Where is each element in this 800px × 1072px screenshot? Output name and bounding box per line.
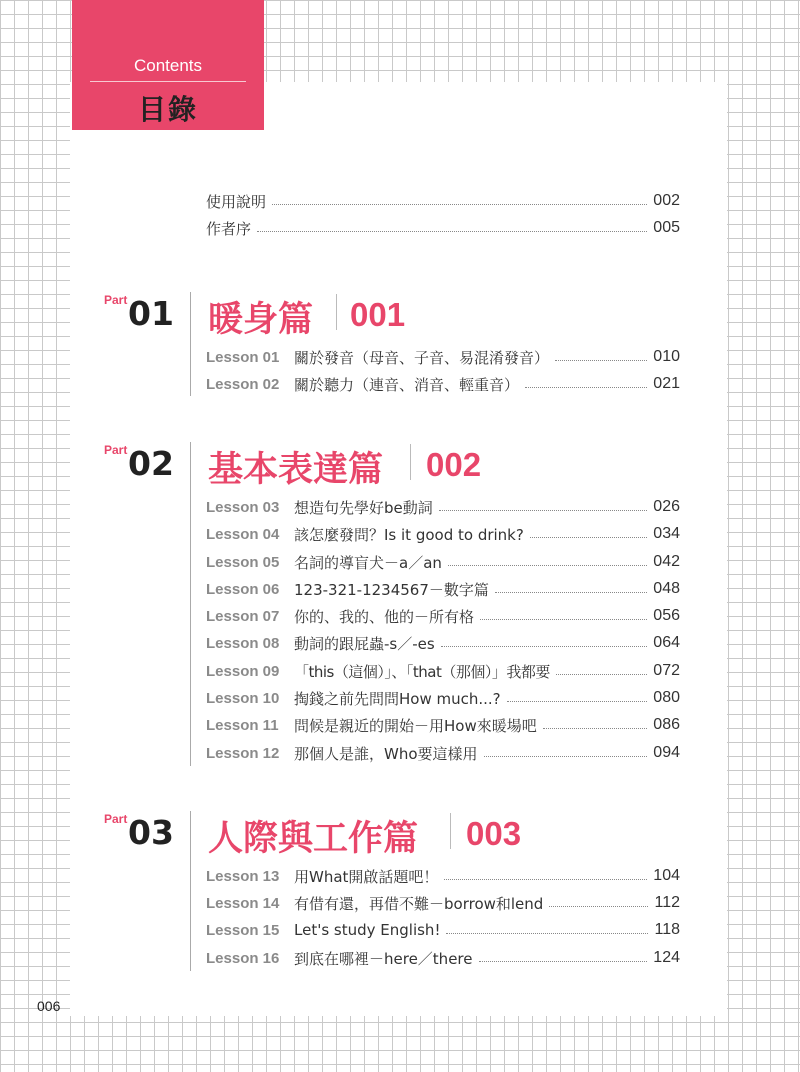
- lesson-title: 動詞的跟屁蟲-s／-es: [294, 634, 435, 653]
- lesson-number: Lesson 11: [206, 716, 279, 734]
- part-code: 003: [466, 815, 522, 852]
- lesson-entry[interactable]: [206, 495, 680, 519]
- lesson-page: 064: [653, 634, 680, 651]
- dot-leader: [556, 674, 647, 675]
- title-separator: [336, 294, 337, 330]
- lesson-title: 關於發音（母音、子音、易混淆發音）: [294, 348, 550, 367]
- toc-entry[interactable]: [206, 189, 680, 213]
- toc-entry-title: 使用說明: [206, 192, 267, 211]
- lesson-page: 026: [653, 498, 680, 515]
- lesson-title: 123-321-1234567－數字篇: [294, 580, 489, 599]
- lesson-page: 072: [653, 662, 680, 679]
- dot-leader: [439, 510, 648, 511]
- lesson-number: Lesson 16: [206, 949, 280, 967]
- lesson-page: 010: [653, 348, 680, 365]
- lesson-page: 080: [653, 689, 680, 706]
- part-label: Part: [104, 293, 128, 307]
- lesson-number: Lesson 01: [206, 348, 280, 366]
- lesson-number: Lesson 13: [206, 867, 280, 885]
- lesson-page: 048: [653, 580, 680, 597]
- part-divider: [190, 442, 191, 766]
- lesson-title: 你的、我的、他的－所有格: [294, 607, 475, 626]
- title-separator: [450, 813, 451, 849]
- title-separator: [410, 444, 411, 480]
- part-label: Part: [104, 812, 128, 826]
- dot-leader: [444, 879, 647, 880]
- lesson-entry[interactable]: [206, 864, 680, 888]
- lesson-page: 021: [653, 375, 680, 392]
- dot-leader: [495, 592, 647, 593]
- lesson-number: Lesson 12: [206, 744, 280, 762]
- lesson-number: Lesson 05: [206, 553, 280, 571]
- lesson-title: 關於聽力（連音、消音、輕重音）: [294, 375, 520, 394]
- lesson-entry[interactable]: [206, 604, 680, 628]
- lesson-entry[interactable]: [206, 713, 680, 737]
- part-title: 暖身篇: [208, 300, 314, 340]
- lesson-entry[interactable]: [206, 946, 680, 970]
- lesson-page: 042: [653, 553, 680, 570]
- lesson-title: 該怎麼發問？Is it good to drink?: [294, 525, 524, 544]
- header-divider: [90, 81, 246, 82]
- lesson-title: 掏錢之前先問問How much...?: [294, 689, 501, 708]
- page-number: 006: [37, 998, 61, 1014]
- part-number: 03: [128, 813, 174, 852]
- lesson-page: 034: [653, 525, 680, 542]
- lesson-page: 086: [653, 716, 680, 733]
- part-title: 基本表達篇: [208, 450, 384, 490]
- lesson-number: Lesson 10: [206, 689, 280, 707]
- lesson-entry[interactable]: [206, 686, 680, 710]
- dot-leader: [525, 387, 647, 388]
- lesson-number: Lesson 15: [206, 921, 280, 939]
- lesson-page: 112: [654, 894, 680, 911]
- dot-leader: [448, 565, 647, 566]
- dot-leader: [549, 906, 648, 907]
- lesson-page: 094: [653, 744, 680, 761]
- lesson-number: Lesson 14: [206, 894, 280, 912]
- lesson-number: Lesson 08: [206, 634, 280, 652]
- header-chinese: 目錄: [137, 93, 198, 126]
- lesson-entry[interactable]: [206, 891, 680, 915]
- lesson-title: 「this（這個）」、「that（那個）」我都要: [294, 662, 550, 681]
- lesson-number: Lesson 03: [206, 498, 280, 516]
- dot-leader: [555, 360, 647, 361]
- lesson-title: 用What開啟話題吧！: [294, 867, 439, 886]
- lesson-number: Lesson 02: [206, 375, 280, 393]
- dot-leader: [272, 204, 647, 205]
- lesson-title: 問候是親近的開始－用How來暖場吧: [294, 716, 537, 735]
- dot-leader: [507, 701, 648, 702]
- lesson-page: 104: [653, 867, 680, 884]
- dot-leader: [257, 231, 647, 232]
- lesson-number: Lesson 06: [206, 580, 280, 598]
- header-english: Contents: [133, 56, 203, 75]
- lesson-page: 124: [653, 949, 680, 966]
- part-number: 01: [128, 294, 174, 333]
- lesson-entry[interactable]: [206, 741, 680, 765]
- contents-header: [72, 0, 264, 130]
- lesson-number: Lesson 04: [206, 525, 280, 543]
- toc-entry-title: 作者序: [206, 219, 252, 238]
- lesson-number: Lesson 07: [206, 607, 280, 625]
- dot-leader: [441, 646, 648, 647]
- lesson-title: 那個人是誰，Who要這樣用: [294, 744, 478, 763]
- lesson-title: 想造句先學好be動詞: [294, 498, 433, 517]
- toc-entry-page: 005: [653, 219, 680, 236]
- dot-leader: [480, 619, 647, 620]
- lesson-title: 名詞的導盲犬－a／an: [294, 553, 442, 572]
- toc-entry-page: 002: [653, 192, 680, 209]
- part-code: 001: [350, 296, 406, 333]
- dot-leader: [543, 728, 648, 729]
- lesson-entry[interactable]: [206, 631, 680, 655]
- lesson-number: Lesson 09: [206, 662, 280, 680]
- dot-leader: [484, 756, 648, 757]
- lesson-entry[interactable]: [206, 372, 680, 396]
- part-divider: [190, 292, 191, 396]
- lesson-title: Let's study English!: [294, 921, 441, 939]
- lesson-title: 有借有還，再借不難－borrow和lend: [294, 894, 544, 913]
- part-number: 02: [128, 444, 174, 483]
- part-title: 人際與工作篇: [208, 819, 419, 859]
- lesson-title: 到底在哪裡－here／there: [294, 949, 473, 968]
- lesson-entry[interactable]: [206, 345, 680, 369]
- part-divider: [190, 811, 191, 971]
- lesson-entry[interactable]: [206, 522, 680, 546]
- lesson-entry[interactable]: [206, 577, 680, 601]
- dot-leader: [530, 537, 647, 538]
- toc-entry[interactable]: [206, 216, 680, 240]
- lesson-entry[interactable]: [206, 918, 680, 942]
- dot-leader: [446, 933, 648, 934]
- lesson-page: 118: [654, 921, 680, 938]
- part-code: 002: [426, 446, 482, 483]
- dot-leader: [479, 961, 648, 962]
- lesson-page: 056: [653, 607, 680, 624]
- lesson-entry[interactable]: [206, 550, 680, 574]
- lesson-entry[interactable]: [206, 659, 680, 683]
- part-label: Part: [104, 443, 128, 457]
